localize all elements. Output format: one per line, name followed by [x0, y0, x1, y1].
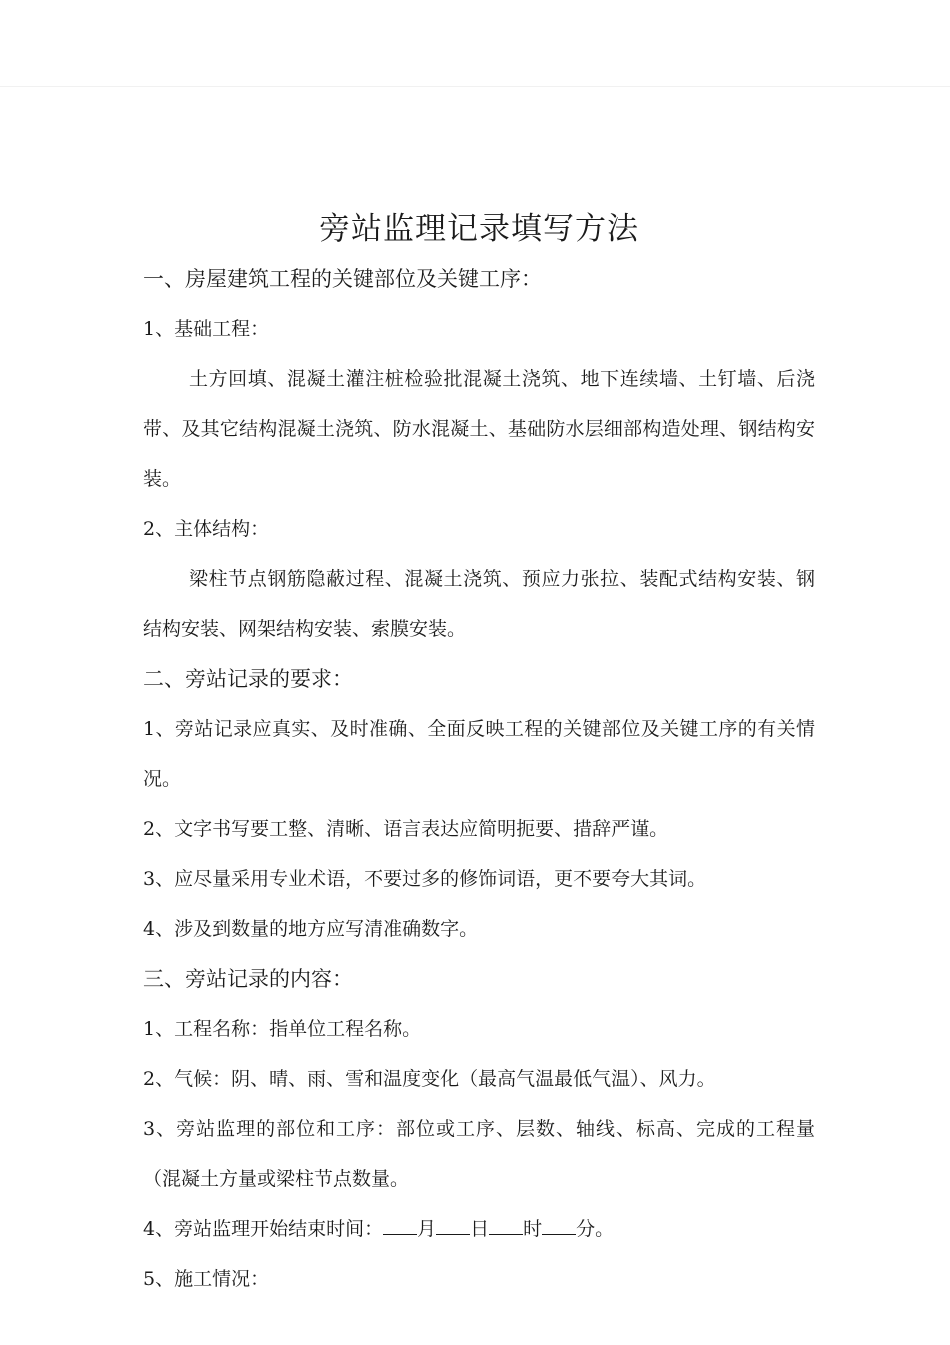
section-2-item-4: 4、涉及到数量的地方应写清准确数字。 [143, 918, 479, 940]
section-3-item-3: 3、旁站监理的部位和工序：部位或工序、层数、轴线、标高、完成的工程量（混凝土方量或梁柱节点数量。 [143, 1118, 815, 1190]
section-3-item-2: 2、气候：阴、晴、雨、雪和温度变化（最高气温最低气温）、风力。 [143, 1068, 716, 1090]
hour-label: 时 [523, 1218, 543, 1240]
section-3-item-1: 1、工程名称：指单位工程名称。 [143, 1018, 422, 1040]
day-label: 日 [470, 1218, 490, 1240]
section-2-item-2: 2、文字书写要工整、清晰、语言表达应简明扼要、措辞严谨。 [143, 818, 669, 840]
hour-blank [489, 1212, 523, 1235]
section-2-item-1: 1、旁站记录应真实、及时准确、全面反映工程的关键部位及关键工序的有关情况。 [143, 718, 815, 790]
document-title: 旁站监理记录填写方法 [319, 211, 639, 247]
section-2-heading: 二、旁站记录的要求： [143, 667, 353, 691]
section-3-item-4 [143, 1204, 815, 1254]
month-label: 月 [417, 1218, 437, 1240]
section-2-item-3: 3、应尽量采用专业术语，不要过多的修饰词语，更不要夸大其词。 [143, 868, 707, 890]
section-1-item-2-text: 梁柱节点钢筋隐蔽过程、混凝土浇筑、预应力张拉、装配式结构安装、钢结构安装、网架结构安装、索膜安装。 [143, 568, 815, 640]
section-1-item-1-label: 1、基础工程： [143, 318, 270, 340]
section-1-heading: 一、房屋建筑工程的关键部位及关键工序： [143, 267, 542, 291]
page-top-divider [0, 86, 950, 87]
section-1-item-2-label: 2、主体结构： [143, 518, 270, 540]
minute-label: 分。 [576, 1218, 615, 1240]
section-3-item-5: 5、施工情况： [143, 1268, 270, 1290]
minute-blank [542, 1212, 576, 1235]
month-blank [383, 1212, 417, 1235]
day-blank [436, 1212, 470, 1235]
section-3-heading: 三、旁站记录的内容： [143, 967, 353, 991]
document-body [143, 204, 815, 1304]
section-1-item-1-text: 土方回填、混凝土灌注桩检验批混凝土浇筑、地下连续墙、土钉墙、后浇带、及其它结构混凝土浇筑、防水混凝土、基础防水层细部构造处理、钢结构安装。 [143, 368, 815, 490]
time-prefix: 4、旁站监理开始结束时间： [143, 1218, 384, 1240]
